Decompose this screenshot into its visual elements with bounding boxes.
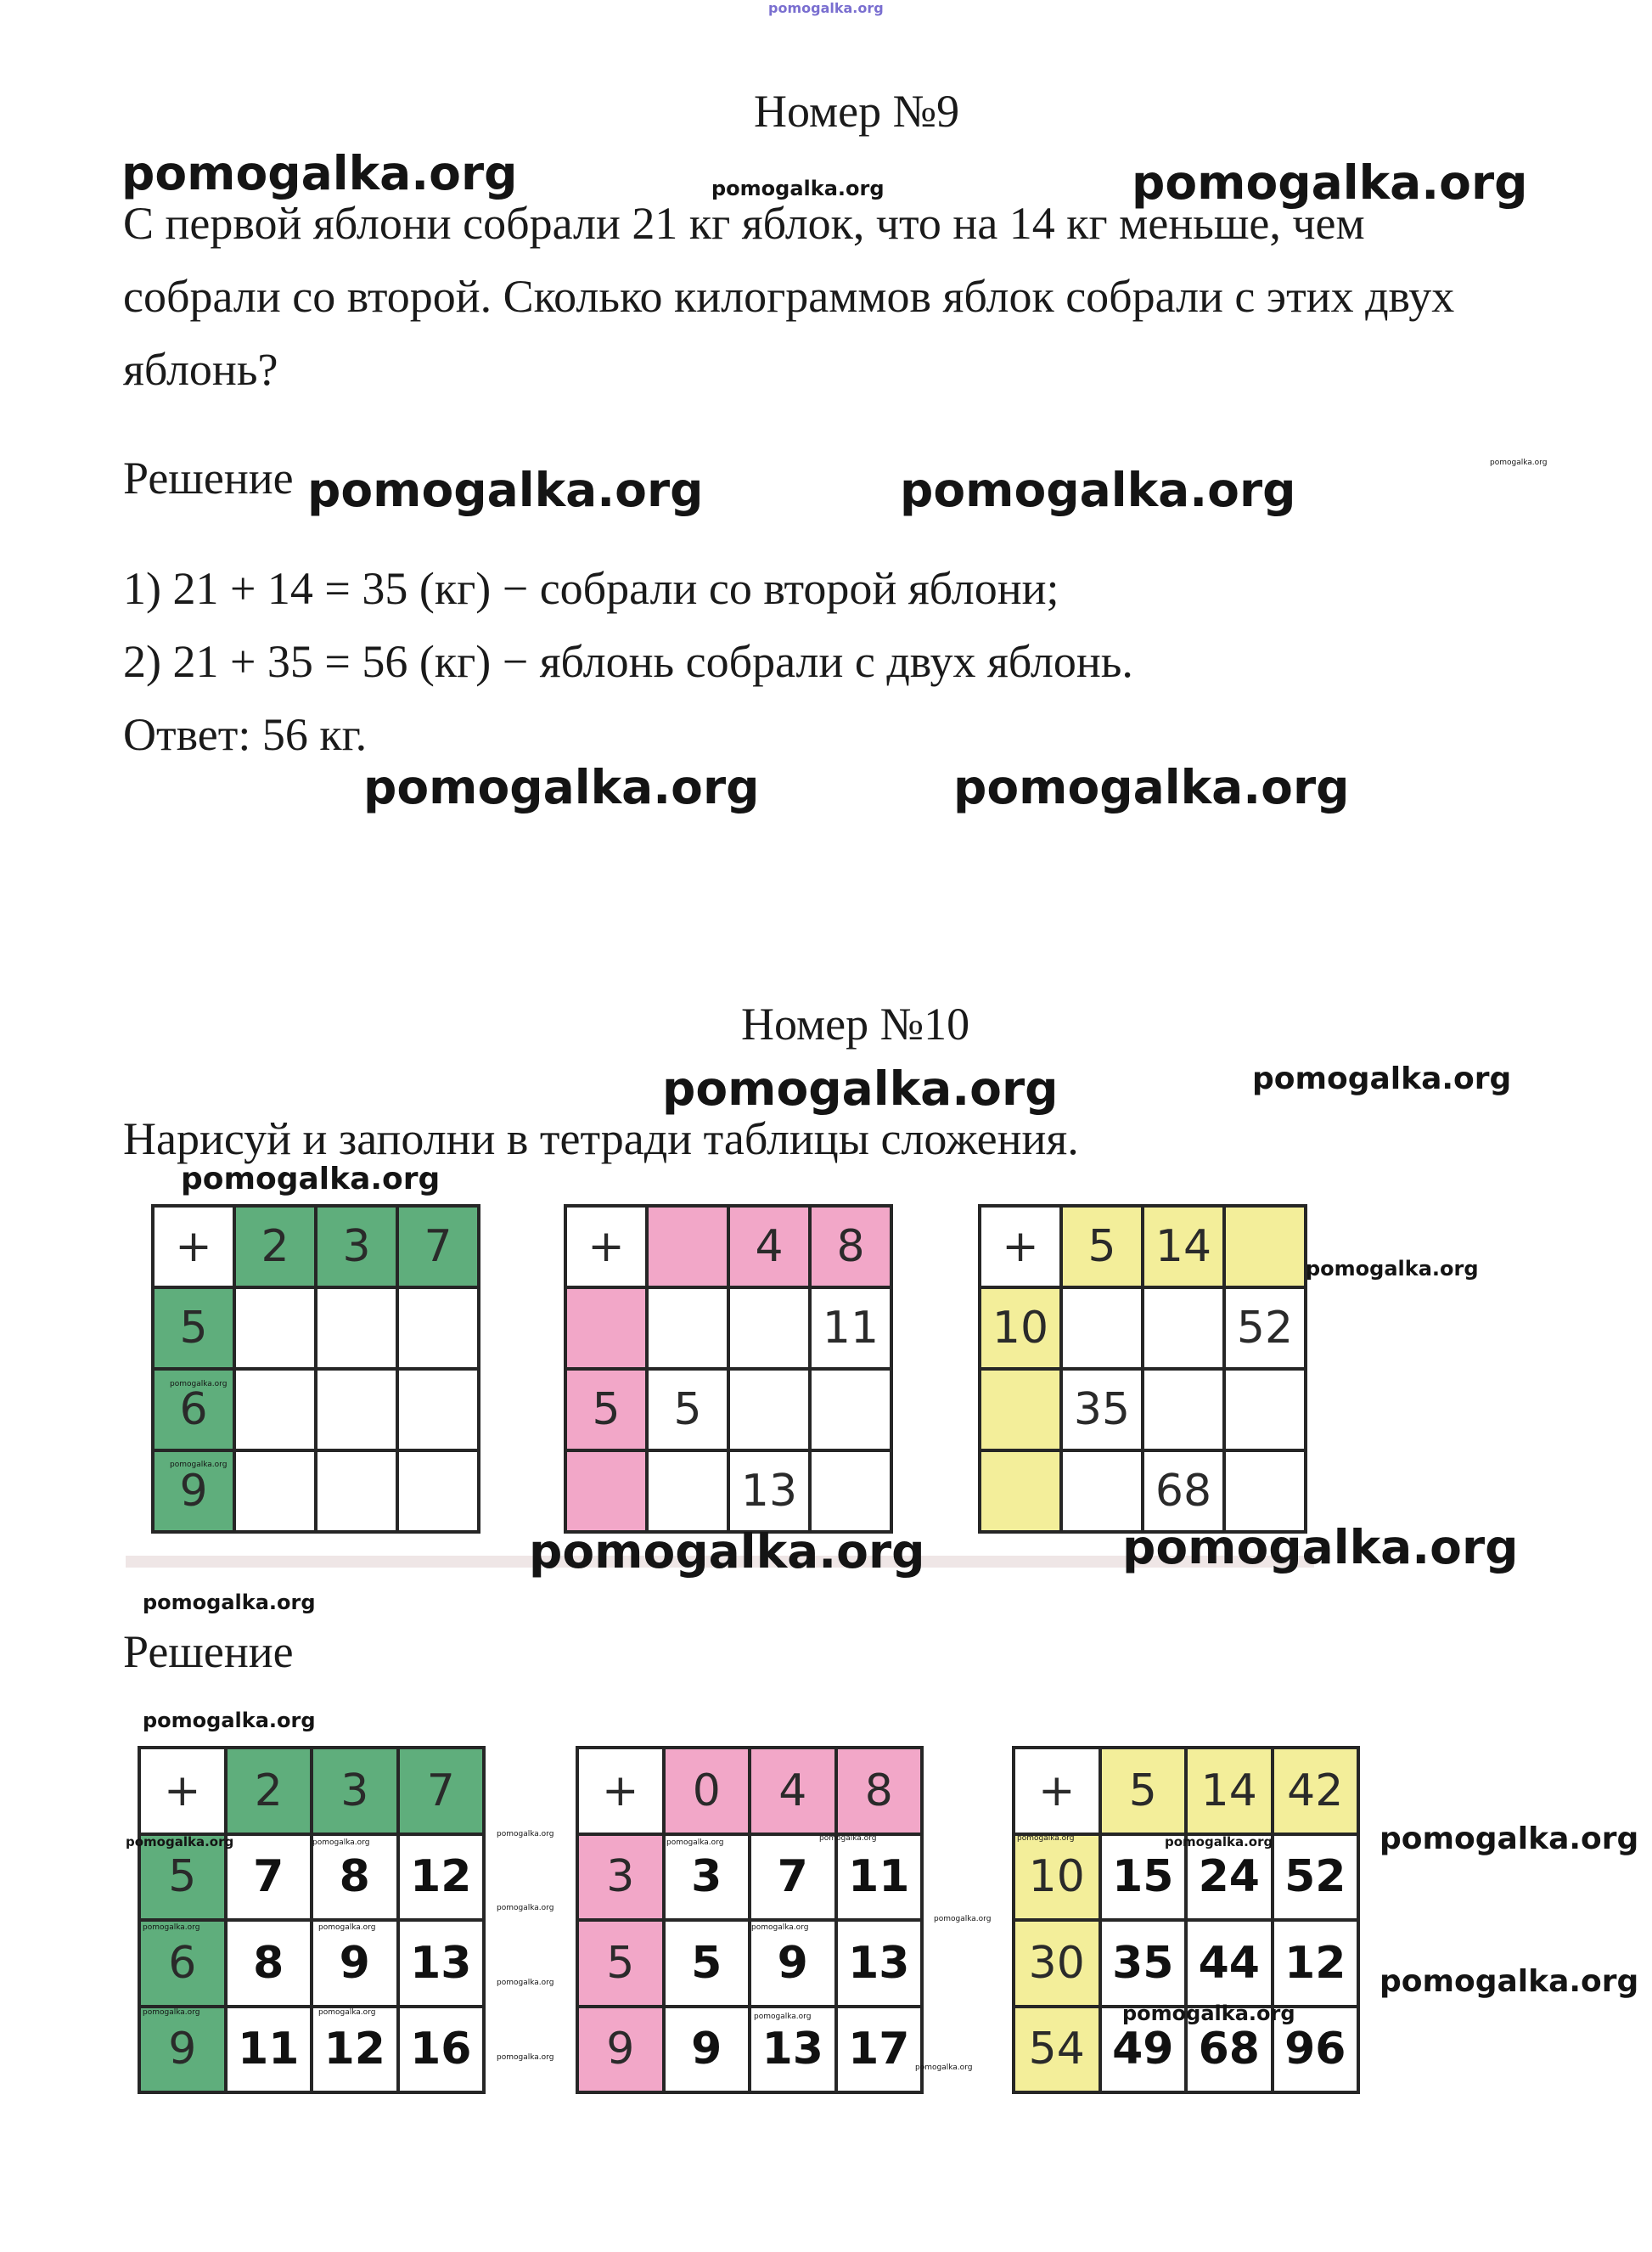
sum-cell <box>397 1450 479 1532</box>
sum-cell: 17 <box>836 2007 923 2093</box>
sum-cell: 9 <box>312 1920 398 2007</box>
table-row <box>1014 1920 1358 2007</box>
sum-cell: 12 <box>398 1834 485 1921</box>
sum-cell: 3 <box>664 1834 750 1921</box>
task10-title: Номер №10 <box>741 999 970 1050</box>
sum-cell <box>1224 1369 1306 1450</box>
sum-cell: 11 <box>226 2007 312 2093</box>
watermark: pomogalka.org <box>900 463 1296 517</box>
sum-cell: 8 <box>226 1920 312 2007</box>
sum-cell <box>1061 1287 1143 1369</box>
sum-cell: 13 <box>750 2007 836 2093</box>
plus-cell: + <box>1014 1748 1100 1834</box>
sum-cell <box>397 1369 479 1450</box>
task9-problem-line-1: С первой яблони собрали 21 кг яблок, что на 14 кг меньше, чем <box>123 198 1365 249</box>
header-cell: 0 <box>664 1748 750 1834</box>
sum-cell: 12 <box>1273 1920 1359 2007</box>
table-row <box>577 1748 922 1834</box>
plus-cell: + <box>565 1206 647 1287</box>
task10-solution-label: Решение <box>123 1626 294 1677</box>
sum-cell <box>316 1369 397 1450</box>
header-cell: 5 <box>565 1369 647 1450</box>
watermark: pomogalka.org <box>497 1830 554 1838</box>
solution-table-1 <box>138 1746 486 2094</box>
table-row <box>565 1206 891 1287</box>
watermark: pomogalka.org <box>181 1162 441 1196</box>
sum-cell: 9 <box>664 2007 750 2093</box>
table-row <box>577 1920 922 2007</box>
header-cell: 5 <box>1061 1206 1143 1287</box>
sum-cell <box>1143 1369 1224 1450</box>
watermark: pomogalka.org <box>1379 1964 1639 1999</box>
sum-cell <box>647 1450 728 1532</box>
watermark: pomogalka.org <box>662 1061 1059 1116</box>
sum-cell <box>728 1369 810 1450</box>
header-cell: 3 <box>316 1206 397 1287</box>
table-row <box>139 1748 484 1834</box>
watermark: pomogalka.org <box>170 1461 228 1469</box>
watermark: pomogalka.org <box>1252 1061 1512 1096</box>
task-table-3 <box>978 1204 1307 1534</box>
table-row <box>565 1450 891 1532</box>
sum-cell: 68 <box>1143 1450 1224 1532</box>
header-cell: 2 <box>234 1206 316 1287</box>
header-cell: 5 <box>153 1287 234 1369</box>
watermark: pomogalka.org <box>1165 1834 1273 1849</box>
sum-cell: 68 <box>1186 2007 1273 2093</box>
sum-cell: 11 <box>810 1287 891 1369</box>
header-cell: 9 <box>153 1450 234 1532</box>
watermark: pomogalka.org <box>307 463 704 517</box>
sum-cell: 16 <box>398 2007 485 2093</box>
watermark: pomogalka.org <box>768 0 884 16</box>
sum-cell <box>397 1287 479 1369</box>
header-cell: 8 <box>810 1206 891 1287</box>
table-row <box>980 1206 1306 1287</box>
watermark: pomogalka.org <box>1017 1834 1075 1843</box>
watermark: pomogalka.org <box>953 760 1350 814</box>
sum-cell: 13 <box>398 1920 485 2007</box>
sum-cell: 96 <box>1273 2007 1359 2093</box>
task9-problem-line-2: собрали со второй. Сколько килограммов яблок собрали с этих двух <box>123 271 1455 322</box>
watermark: pomogalka.org <box>312 1838 370 1847</box>
sum-cell <box>1143 1287 1224 1369</box>
sum-cell <box>234 1287 316 1369</box>
table-row <box>565 1287 891 1369</box>
header-cell <box>980 1450 1061 1532</box>
sum-cell: 13 <box>836 1920 923 2007</box>
watermark: pomogalka.org <box>754 2013 812 2021</box>
sum-cell: 12 <box>312 2007 398 2093</box>
table-row <box>153 1206 479 1287</box>
sum-cell <box>810 1369 891 1450</box>
sum-cell: 5 <box>664 1920 750 2007</box>
watermark: pomogalka.org <box>318 2008 376 2017</box>
watermark: pomogalka.org <box>751 1923 809 1932</box>
solution-table-2 <box>576 1746 924 2094</box>
header-cell: 5 <box>139 1834 226 1921</box>
sum-cell: 35 <box>1100 1920 1187 2007</box>
sum-cell: 24 <box>1186 1834 1273 1921</box>
table-row <box>565 1369 891 1450</box>
table-row <box>980 1287 1306 1369</box>
header-cell <box>1224 1206 1306 1287</box>
sum-cell: 9 <box>750 1920 836 2007</box>
sum-cell: 15 <box>1100 1834 1187 1921</box>
task9-step-2: 2) 21 + 35 = 56 (кг) − яблонь собрали с двух яблонь. <box>123 636 1133 687</box>
header-cell <box>980 1369 1061 1450</box>
sum-cell: 7 <box>226 1834 312 1921</box>
watermark: pomogalka.org <box>819 1834 877 1843</box>
table-row <box>153 1287 479 1369</box>
table-row <box>139 1920 484 2007</box>
sum-cell <box>316 1450 397 1532</box>
header-cell: 9 <box>139 2007 226 2093</box>
plus-cell: + <box>577 1748 664 1834</box>
watermark: pomogalka.org <box>1122 2001 1295 2025</box>
sum-cell: 35 <box>1061 1369 1143 1450</box>
task10-problem: Нарисуй и заполни в тетради таблицы сложения. <box>123 1113 1079 1164</box>
watermark: pomogalka.org <box>1490 459 1548 467</box>
header-cell: 5 <box>577 1920 664 2007</box>
sum-cell: 7 <box>750 1834 836 1921</box>
solution-table-3 <box>1012 1746 1360 2094</box>
watermark: pomogalka.org <box>497 1904 554 1912</box>
header-cell: 5 <box>1100 1748 1187 1834</box>
plus-cell: + <box>139 1748 226 1834</box>
table-row <box>577 2007 922 2093</box>
sum-cell: 13 <box>728 1450 810 1532</box>
watermark: pomogalka.org <box>711 177 885 200</box>
header-cell: 2 <box>226 1748 312 1834</box>
watermark: pomogalka.org <box>529 1524 925 1579</box>
watermark: pomogalka.org <box>666 1838 724 1847</box>
header-cell: 30 <box>1014 1920 1100 2007</box>
sum-cell: 44 <box>1186 1920 1273 2007</box>
watermark: pomogalka.org <box>318 1923 376 1932</box>
sum-cell: 5 <box>647 1369 728 1450</box>
watermark: pomogalka.org <box>497 2053 554 2062</box>
watermark: pomogalka.org <box>1122 1520 1519 1574</box>
watermark: pomogalka.org <box>126 1834 234 1849</box>
task-table-1 <box>151 1204 480 1534</box>
watermark: pomogalka.org <box>915 2063 973 2072</box>
header-cell: 54 <box>1014 2007 1100 2093</box>
header-cell: 14 <box>1186 1748 1273 1834</box>
sum-cell <box>647 1287 728 1369</box>
header-cell: 10 <box>980 1287 1061 1369</box>
sum-cell <box>810 1450 891 1532</box>
sum-cell: 52 <box>1224 1287 1306 1369</box>
sum-cell <box>234 1450 316 1532</box>
header-cell <box>565 1287 647 1369</box>
header-cell <box>565 1450 647 1532</box>
sum-cell: 8 <box>312 1834 398 1921</box>
task9-step-1: 1) 21 + 14 = 35 (кг) − собрали со второй яблони; <box>123 563 1059 614</box>
header-cell: 6 <box>139 1920 226 2007</box>
header-cell: 3 <box>312 1748 398 1834</box>
header-cell: 14 <box>1143 1206 1224 1287</box>
task9-problem-line-3: яблонь? <box>123 344 278 395</box>
header-cell: 9 <box>577 2007 664 2093</box>
watermark: pomogalka.org <box>170 1380 228 1388</box>
table-row <box>139 2007 484 2093</box>
sum-cell <box>234 1369 316 1450</box>
task9-title: Номер №9 <box>754 86 960 137</box>
header-cell: 7 <box>398 1748 485 1834</box>
sum-cell: 11 <box>836 1834 923 1921</box>
watermark: pomogalka.org <box>1379 1821 1639 1856</box>
header-cell: 6 <box>153 1369 234 1450</box>
task-table-2 <box>564 1204 893 1534</box>
watermark: pomogalka.org <box>143 1709 316 1732</box>
sum-cell: 52 <box>1273 1834 1359 1921</box>
table-row <box>980 1369 1306 1450</box>
sum-cell <box>728 1287 810 1369</box>
watermark: pomogalka.org <box>143 2008 200 2017</box>
watermark: pomogalka.org <box>143 1923 200 1932</box>
task9-answer: Ответ: 56 кг. <box>123 709 368 760</box>
watermark: pomogalka.org <box>1306 1257 1479 1281</box>
table-row <box>577 1834 922 1921</box>
watermark: pomogalka.org <box>934 1915 992 1923</box>
watermark: pomogalka.org <box>121 146 518 200</box>
header-cell: 10 <box>1014 1834 1100 1921</box>
header-cell: 42 <box>1273 1748 1359 1834</box>
sum-cell <box>316 1287 397 1369</box>
watermark: pomogalka.org <box>1132 155 1528 210</box>
header-cell: 7 <box>397 1206 479 1287</box>
header-cell: 3 <box>577 1834 664 1921</box>
plus-cell: + <box>153 1206 234 1287</box>
sum-cell: 49 <box>1100 2007 1187 2093</box>
header-cell: 4 <box>728 1206 810 1287</box>
watermark: pomogalka.org <box>143 1590 316 1614</box>
task9-solution-label: Решение <box>123 453 294 504</box>
header-cell <box>647 1206 728 1287</box>
header-cell: 8 <box>836 1748 923 1834</box>
table-row <box>1014 1748 1358 1834</box>
watermark: pomogalka.org <box>363 760 760 814</box>
header-cell: 4 <box>750 1748 836 1834</box>
watermark: pomogalka.org <box>497 1979 554 1987</box>
plus-cell: + <box>980 1206 1061 1287</box>
